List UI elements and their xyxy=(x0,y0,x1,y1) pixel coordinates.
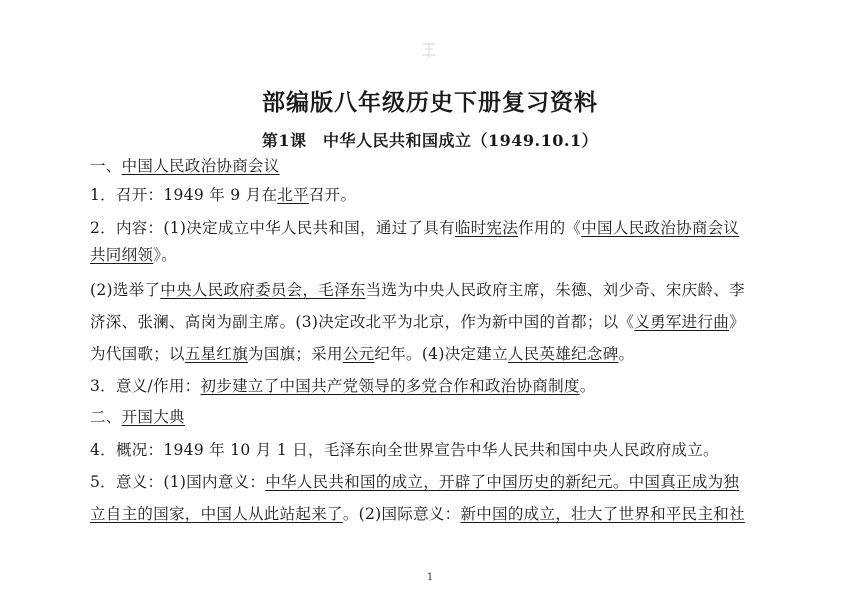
section-title: 开国大典 xyxy=(121,408,185,426)
item-4 xyxy=(90,438,780,460)
key-term: 共同纲领 xyxy=(90,246,154,264)
lesson-title: 第1课 中华人民共和国成立（1949.10.1） xyxy=(261,131,599,150)
section-prefix: 一、 xyxy=(90,157,122,175)
item-text: 》。 xyxy=(153,246,178,264)
key-term: 中国人民政治协商会议 xyxy=(581,219,740,237)
key-term: 立自主的国家，中国人从此站起来了 xyxy=(90,505,343,523)
section-heading-1 xyxy=(90,154,780,176)
item-2-line-5 xyxy=(90,342,780,364)
key-term: 义勇军进行曲 xyxy=(634,313,730,331)
key-term: 中央人民政府委员会，毛泽东 xyxy=(160,281,366,299)
key-term: 五星红旗 xyxy=(184,345,249,363)
key-term: 公元 xyxy=(342,345,375,363)
item-text: 作用的《 xyxy=(518,219,582,237)
key-term: 北平 xyxy=(277,186,309,204)
watermark-logo xyxy=(420,40,438,60)
key-term: 人民英雄纪念碑 xyxy=(507,345,619,363)
item-text: (2)选举了 xyxy=(90,281,161,299)
key-term: 新中国的成立，壮大了世界和平民主和社 xyxy=(460,505,745,523)
document-title: 部编版八年级历史下册复习资料 xyxy=(262,90,598,116)
item-text: 当选为中央人民政府主席，朱德、刘少奇、宋庆龄、李 xyxy=(365,281,745,299)
key-term: 临时宪法 xyxy=(454,219,519,237)
item-text: 。 xyxy=(618,345,635,363)
item-1 xyxy=(90,183,780,205)
item-text: 为代国歌；以 xyxy=(90,345,185,363)
section-heading-2 xyxy=(90,405,780,427)
item-2-line-1 xyxy=(90,216,780,238)
item-2-line-3 xyxy=(90,278,780,300)
item-text: 2．内容：(1)决定成立中华人民共和国，通过了具有 xyxy=(90,219,455,237)
item-5-line-2 xyxy=(90,502,780,524)
item-5-line-1 xyxy=(90,470,780,492)
item-text: 4．概况：1949 年 10 月 1 日，毛泽东向全世界宣告中华人民共和国中央人民政府成立。 xyxy=(90,441,719,459)
key-term: 中华人民共和国的成立，开辟了中国历史的新纪元。中国真正成为独 xyxy=(265,473,740,491)
section-prefix: 二、 xyxy=(90,408,122,426)
item-text: 纪年。(4)决定建立 xyxy=(374,345,508,363)
item-2-line-2 xyxy=(90,243,780,265)
item-text: 召开。 xyxy=(308,186,357,204)
item-text: 。(2)国际意义： xyxy=(342,505,461,523)
item-2-line-4 xyxy=(90,310,780,332)
page-number: 1 xyxy=(426,572,434,583)
item-text: 1．召开：1949 年 9 月在 xyxy=(90,186,278,204)
item-3 xyxy=(90,374,780,396)
item-text: 》 xyxy=(729,313,745,331)
item-text: 3．意义/作用： xyxy=(90,377,201,395)
item-text: 济深、张澜、高岗为副主席。(3)决定改北平为北京，作为新中国的首都；以《 xyxy=(90,313,635,331)
item-text: 5．意义：(1)国内意义： xyxy=(90,473,266,491)
item-text: 。 xyxy=(579,377,596,395)
key-term: 初步建立了中国共产党领导的多党合作和政治协商制度 xyxy=(200,377,580,395)
item-text: 为国旗；采用 xyxy=(248,345,343,363)
section-title: 中国人民政治协商会议 xyxy=(121,157,280,175)
